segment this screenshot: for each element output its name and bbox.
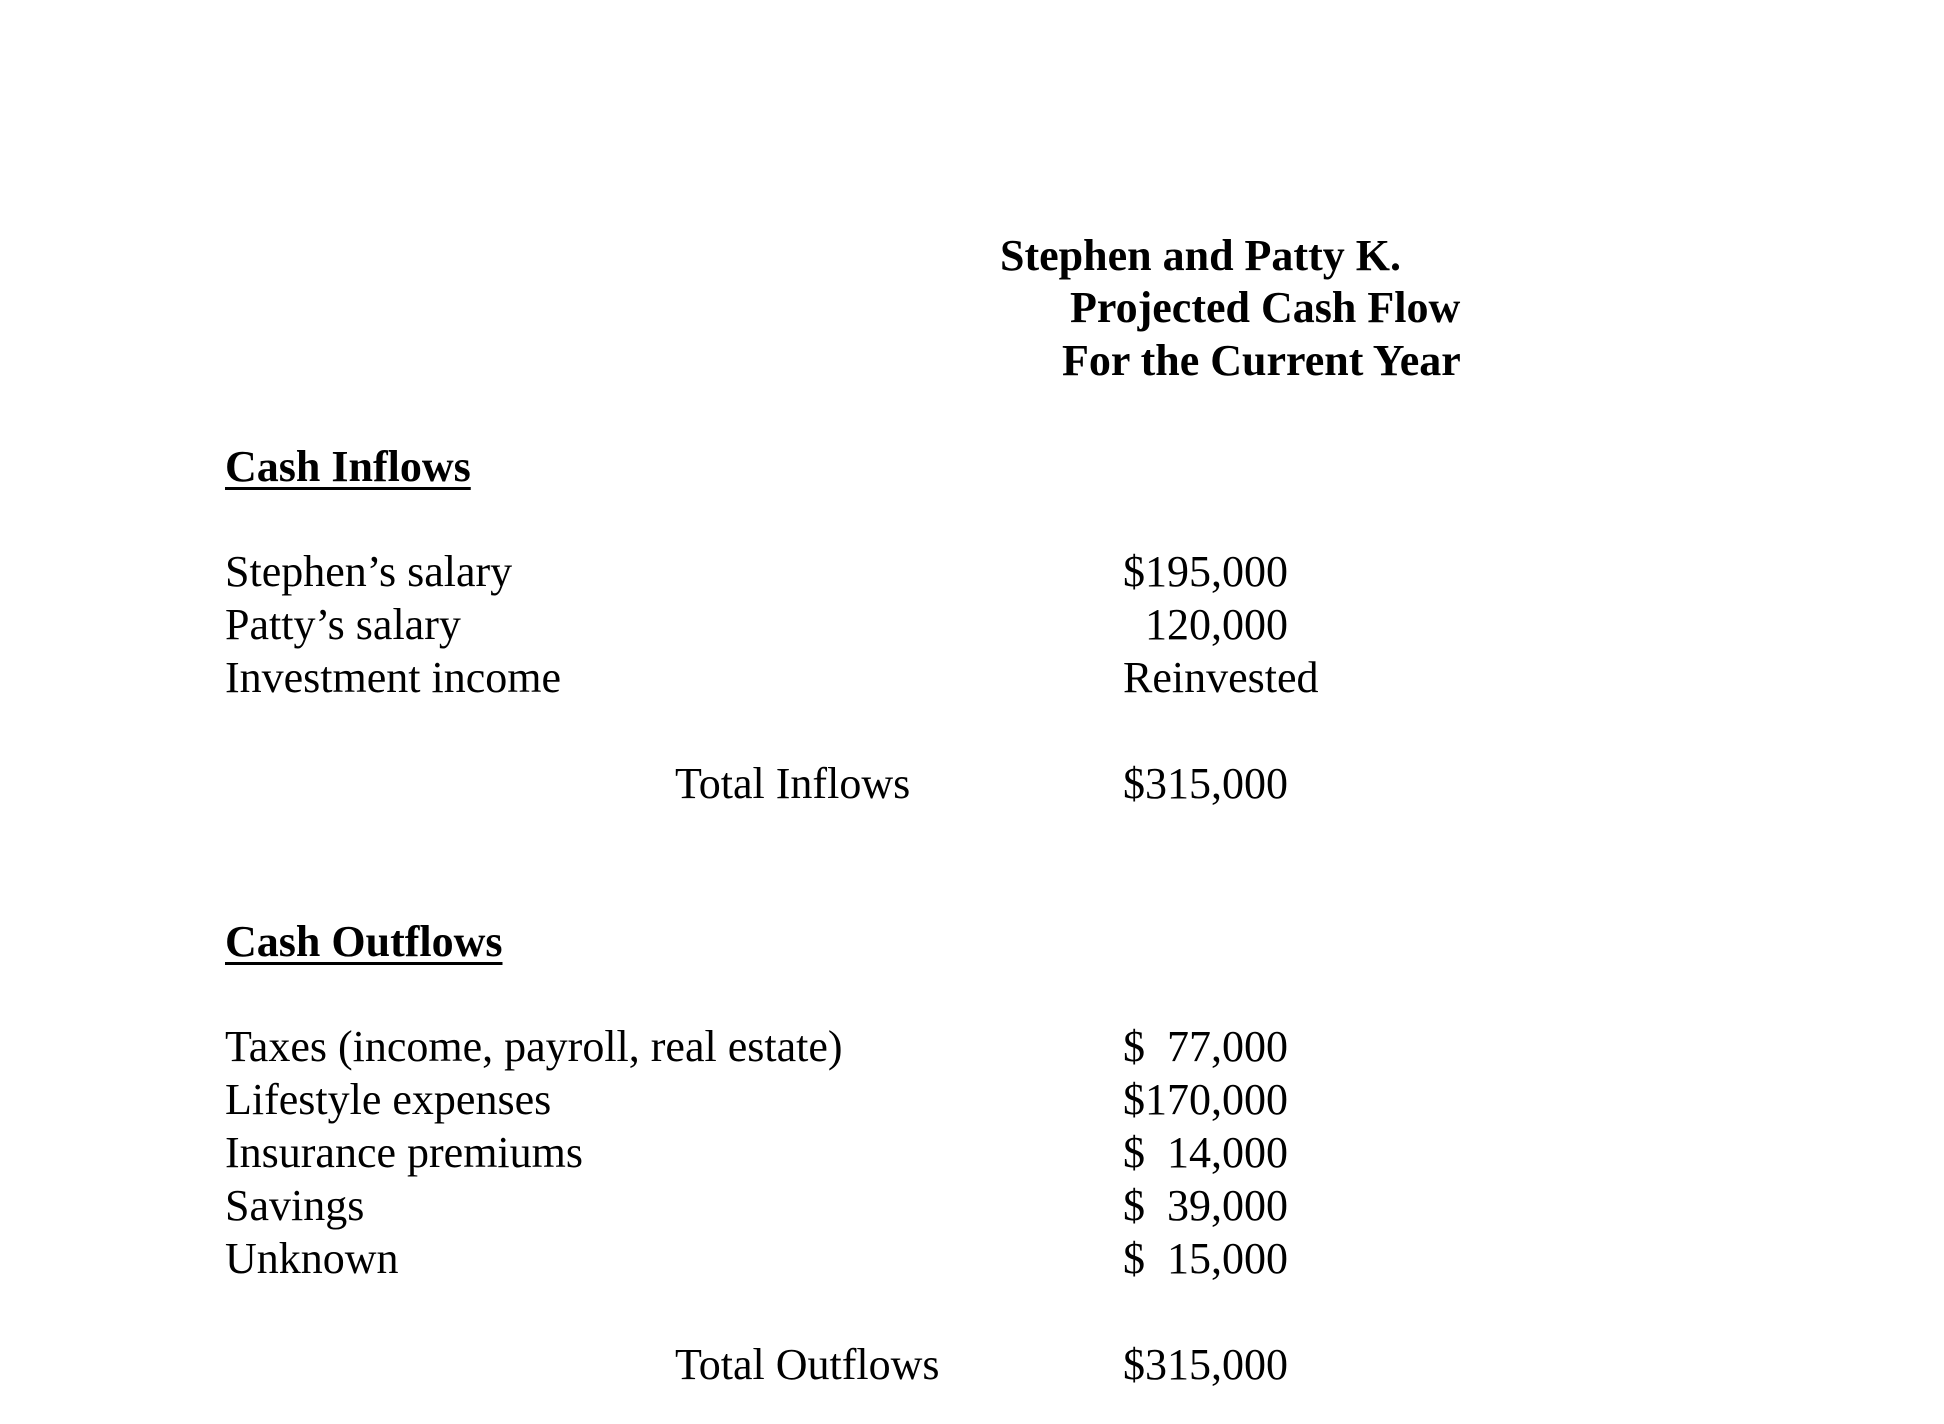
outflow-value: $ 15,000 [1123, 1234, 1288, 1283]
outflow-value: $170,000 [1123, 1075, 1288, 1124]
outflow-label: Insurance premiums [225, 1128, 583, 1177]
inflow-value: 120,000 [1123, 600, 1288, 649]
total-outflows-label: Total Outflows [675, 1340, 940, 1389]
inflow-label: Investment income [225, 653, 562, 702]
outflow-value: $ 14,000 [1123, 1128, 1288, 1177]
outflow-label: Savings [225, 1181, 365, 1230]
outflow-value: $ 77,000 [1123, 1022, 1288, 1071]
outflow-label: Unknown [225, 1234, 399, 1283]
report-period: For the Current Year [1062, 336, 1461, 385]
outflow-value: $ 39,000 [1123, 1181, 1288, 1230]
total-outflows-value: $315,000 [1123, 1340, 1288, 1389]
inflow-label: Patty’s salary [225, 600, 461, 649]
cash-outflows-heading: Cash Outflows [225, 917, 503, 966]
inflow-label: Stephen’s salary [225, 547, 513, 596]
total-inflows-value: $315,000 [1123, 759, 1288, 808]
inflow-value: Reinvested [1123, 653, 1319, 702]
outflow-label: Lifestyle expenses [225, 1075, 552, 1124]
total-inflows-label: Total Inflows [675, 759, 911, 808]
report-owner: Stephen and Patty K. [1000, 231, 1401, 280]
outflow-label: Taxes (income, payroll, real estate) [225, 1022, 843, 1071]
inflow-value: $195,000 [1123, 547, 1288, 596]
report-title: Projected Cash Flow [1070, 283, 1461, 332]
cash-inflows-heading: Cash Inflows [225, 442, 471, 491]
